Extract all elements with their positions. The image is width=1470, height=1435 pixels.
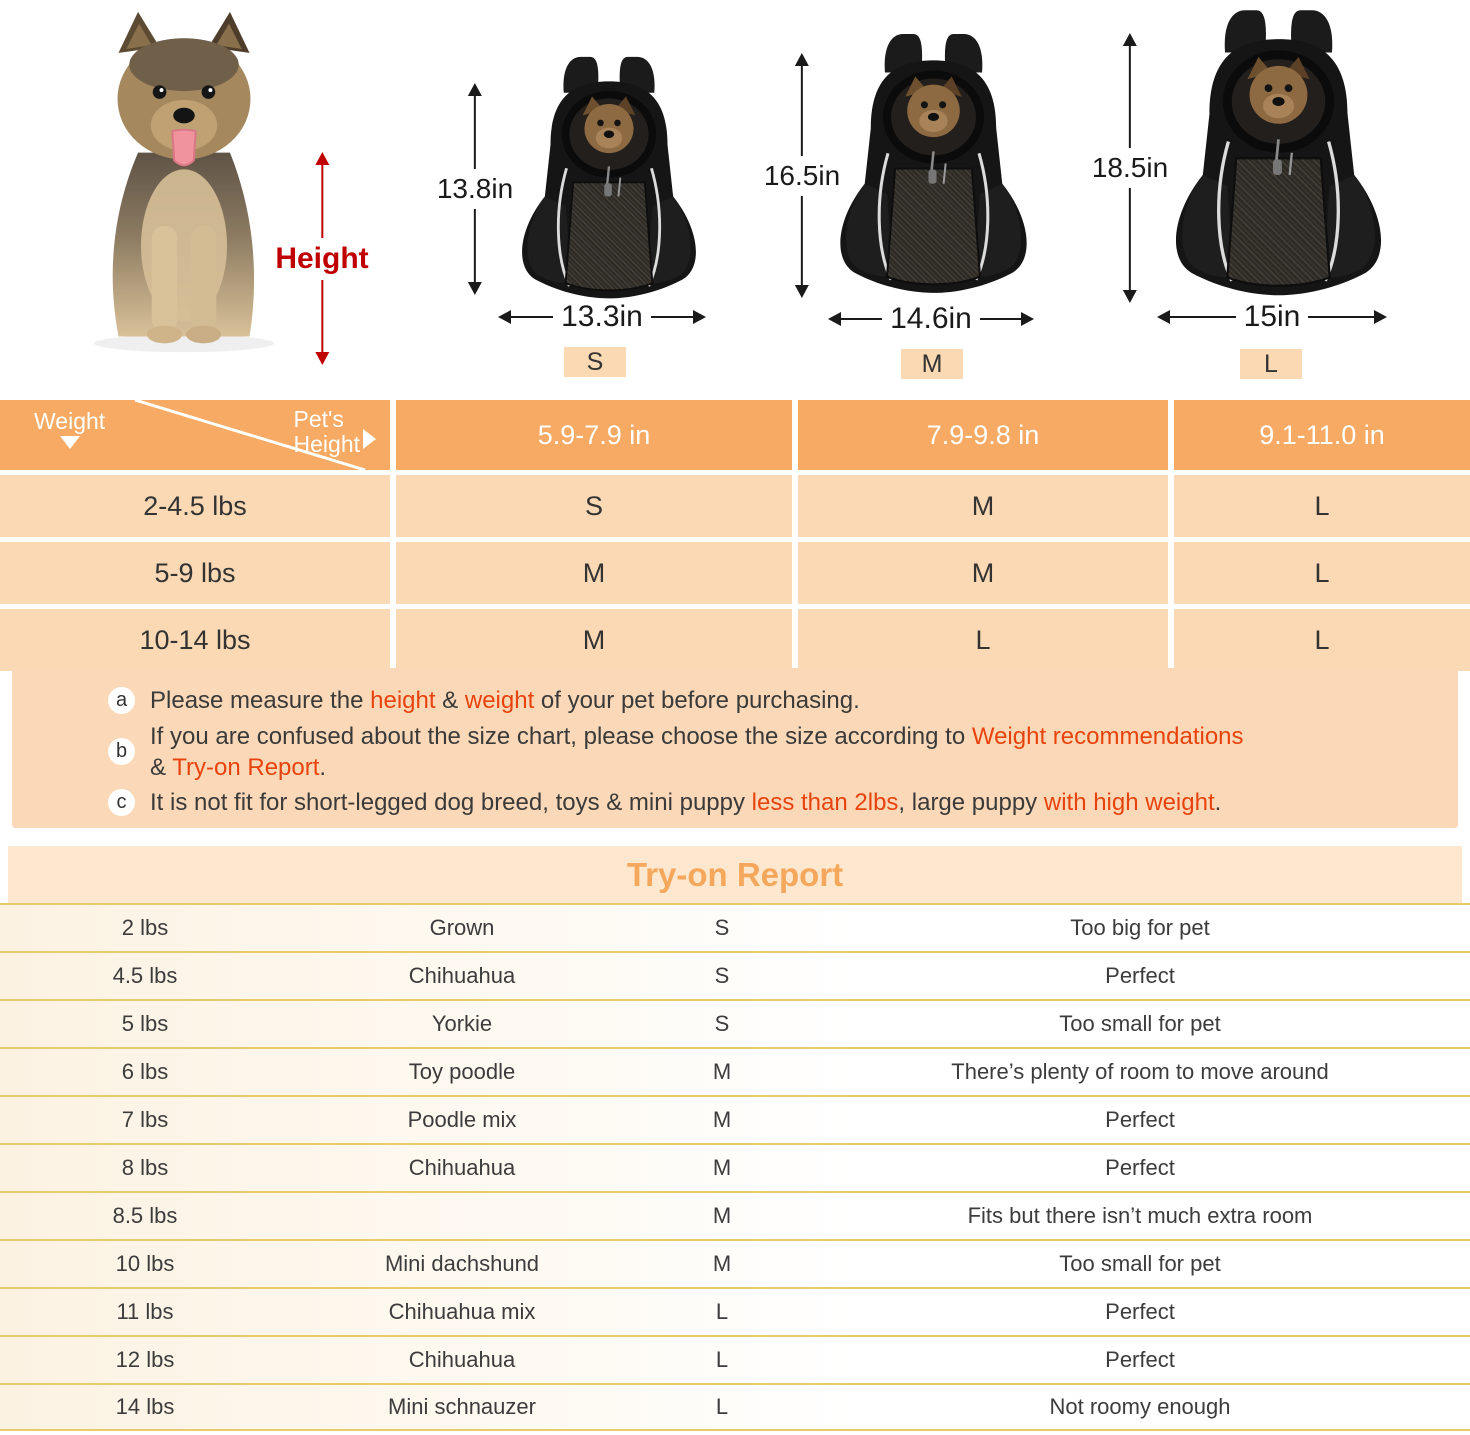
tryon-cell-size: L [715,1347,729,1372]
size-value: M [798,475,1168,537]
height-value-m: 16.5in [763,159,841,191]
yorkie-photo [58,6,310,358]
triangle-down-icon [60,436,80,449]
tryon-row [0,1239,1470,1287]
tryon-cell-breed: Toy poodle [408,1059,516,1084]
size-value: L [1174,609,1470,671]
column-header: 7.9-9.8 in [798,400,1168,470]
tryon-cell-breed: Chihuahua mix [388,1299,536,1324]
arrow-up-icon [468,83,482,96]
tryon-cell-breed: Yorkie [431,1011,493,1036]
tryon-cell-size: S [714,1011,730,1036]
tryon-cell-size: S [714,915,730,940]
arrow-right-icon [1374,310,1387,324]
tryon-row [0,1335,1470,1383]
tryon-cell-weight: 12 lbs [115,1347,175,1372]
tryon-cell-breed: Chihuahua [408,1347,516,1372]
tryon-cell-breed: Grown [429,915,495,940]
tryon-cell-size: M [712,1203,732,1228]
width-dimension-l [1157,300,1387,334]
size-value: M [396,609,792,671]
note-bullet: b [108,738,135,765]
tryon-cell-breed: Chihuahua [408,1155,516,1180]
tryon-cell-comment: Too small for pet [1059,1011,1221,1036]
corner-pets-height-label: Pet's Height [294,407,376,457]
note-text: Please measure the height & weight of your pet before purchasing. [150,687,860,714]
tryon-cell-breed: Poodle mix [407,1107,517,1132]
arrow-up-icon [315,152,329,165]
arrow-left-icon [828,312,841,326]
tryon-cell-comment: Not roomy enough [1049,1394,1231,1419]
tryon-row [0,999,1470,1047]
column-header: 9.1-11.0 in [1174,400,1470,470]
arrow-down-icon [1123,290,1137,303]
arrow-up-icon [1123,33,1137,46]
tryon-cell-size: M [712,1155,732,1180]
tryon-cell-weight: 5 lbs [121,1011,169,1036]
size-value: S [396,475,792,537]
tryon-cell-comment: Perfect [1105,1347,1175,1372]
arrow-down-icon [315,352,329,365]
tryon-cell-comment: Perfect [1105,1155,1175,1180]
arrow-right-icon [1021,312,1034,326]
backpack-m-image [832,32,1035,300]
note-text: If you are confused about the size chart, please choose the size according to Weight recommendations & Try-on Report. [150,722,1244,781]
corner-weight-label: Weight [34,409,105,449]
tryon-cell-breed: Mini dachshund [384,1251,540,1276]
dog-height-arrow [275,152,368,365]
size-table-corner-cell [0,400,390,470]
tryon-cell-comment: Perfect [1105,1299,1175,1324]
height-dimension-s [437,83,513,295]
width-dimension-s [498,300,706,334]
tryon-cell-weight: 8 lbs [121,1155,169,1180]
notes-list [12,668,1458,828]
height-label: Height [275,241,369,275]
size-value: M [798,542,1168,604]
arrow-left-icon [498,310,511,324]
note-bullet: c [108,789,135,816]
row-weight-label: 2-4.5 lbs [0,475,390,537]
column-header: 5.9-7.9 in [396,400,792,470]
arrow-left-icon [1157,310,1170,324]
backpack-s-image [510,55,708,305]
arrow-up-icon [795,53,809,66]
pet-size-table [0,400,1470,671]
size-value: M [396,542,792,604]
height-value-s: 13.8in [436,173,514,204]
tryon-cell-size: L [715,1299,729,1324]
width-value-m: 14.6in [890,302,972,335]
tryon-cell-size: L [715,1394,729,1419]
arrow-down-icon [468,282,482,295]
tryon-cell-size: S [714,963,730,988]
tryon-row [0,1383,1470,1431]
tryon-cell-comment: Fits but there isn’t much extra room [967,1203,1313,1228]
tryon-cell-size: M [712,1059,732,1084]
size-chip-m: M [901,349,963,379]
tryon-cell-weight: 7 lbs [121,1107,169,1132]
size-chip-s: S [564,347,626,377]
tryon-row [0,1047,1470,1095]
size-chip-l: L [1240,349,1302,379]
tryon-cell-comment: Perfect [1105,963,1175,988]
tryon-row [0,951,1470,999]
tryon-cell-size: M [712,1107,732,1132]
tryon-cell-weight: 14 lbs [115,1394,175,1419]
backpack-l-image [1167,8,1390,303]
note-item [108,787,1418,818]
tryon-cell-weight: 6 lbs [121,1059,169,1084]
width-value-l: 15in [1243,300,1301,333]
tryon-table-body [0,903,1470,1431]
tryon-cell-comment: There’s plenty of room to move around [951,1059,1329,1084]
height-dimension-m [764,53,840,298]
tryon-row [0,903,1470,951]
arrow-right-icon [693,310,706,324]
triangle-right-icon [363,429,376,449]
tryon-title: Try-on Report [626,855,844,893]
size-value: L [1174,542,1470,604]
note-text: It is not fit for short-legged dog breed, toys & mini puppy less than 2lbs, large puppy with high weight. [150,789,1222,816]
size-value: L [1174,475,1470,537]
width-dimension-m [828,302,1034,336]
note-bullet: a [108,687,135,714]
tryon-row [0,1191,1470,1239]
height-value-l: 18.5in [1091,152,1169,183]
row-weight-label: 10-14 lbs [0,609,390,671]
tryon-cell-breed: Mini schnauzer [388,1394,536,1419]
tryon-cell-weight: 4.5 lbs [112,963,178,988]
tryon-cell-breed: Chihuahua [408,963,516,988]
tryon-cell-weight: 2 lbs [121,915,169,940]
note-item [108,685,1418,716]
tryon-row [0,1095,1470,1143]
tryon-cell-weight: 8.5 lbs [112,1203,178,1228]
tryon-cell-weight: 11 lbs [116,1299,174,1324]
arrow-down-icon [795,285,809,298]
tryon-cell-comment: Perfect [1105,1107,1175,1132]
height-dimension-l [1092,33,1168,303]
tryon-row [0,1143,1470,1191]
tryon-row [0,1287,1470,1335]
row-weight-label: 5-9 lbs [0,542,390,604]
tryon-cell-comment: Too big for pet [1070,915,1210,940]
tryon-title-band [8,846,1462,903]
width-value-s: 13.3in [561,300,643,333]
tryon-cell-size: M [712,1251,732,1276]
tryon-cell-comment: Too small for pet [1059,1251,1221,1276]
tryon-cell-weight: 10 lbs [115,1251,175,1276]
size-value: L [798,609,1168,671]
note-item [108,721,1418,783]
